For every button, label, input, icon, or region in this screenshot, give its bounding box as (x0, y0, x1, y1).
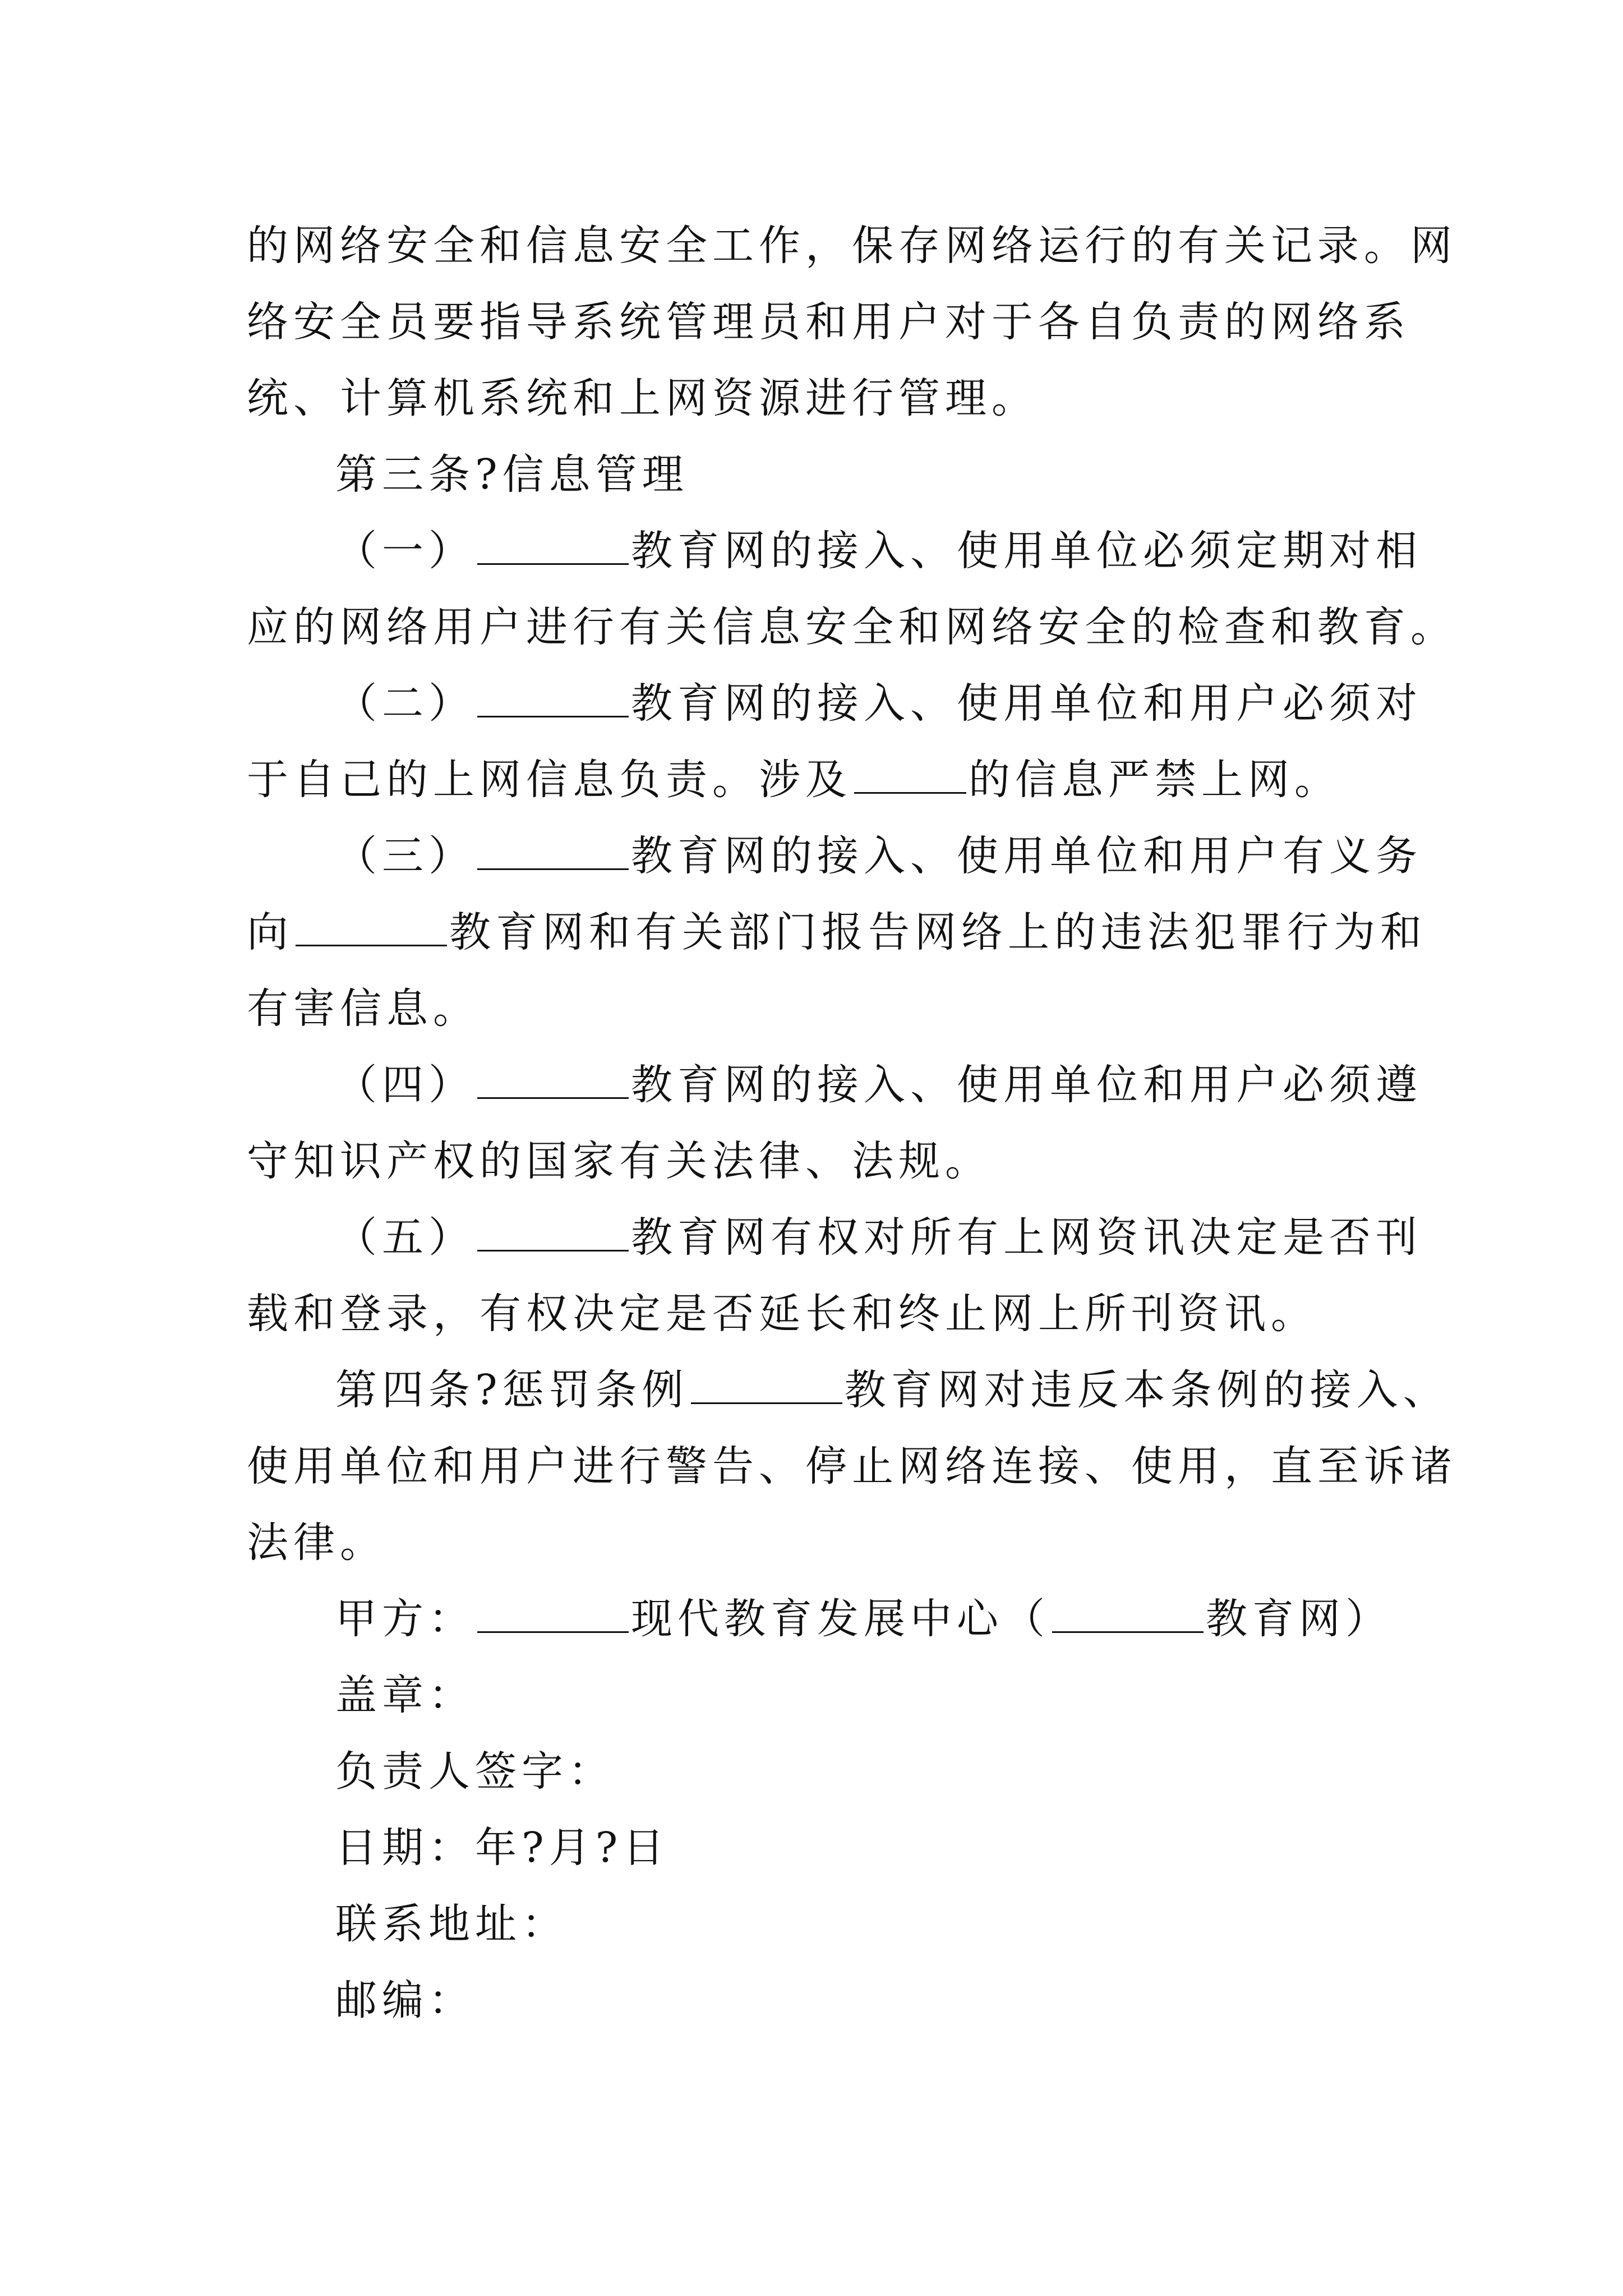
fill-in-blank (1052, 1596, 1204, 1633)
clause-5-line-2: 载和登录，有权决定是否延长和终止网上所刊资讯。 (247, 1290, 1317, 1338)
article-4-line-2: 使用单位和用户进行警告、停止网络连接、使用，直至诉诸 (247, 1442, 1457, 1490)
clause-3-line-3: 有害信息。 (247, 984, 479, 1033)
article-4-line-3: 法律。 (247, 1519, 386, 1567)
clause-5-line-1 (247, 1199, 1422, 1276)
clause-number: （一） (335, 527, 475, 575)
fill-in-blank (477, 528, 629, 565)
article-4-line-1 (247, 1352, 1450, 1428)
fill-in-blank (477, 681, 629, 717)
body-line: 络安全员要指导系统管理员和用户对于各自负责的网络系 (247, 298, 1410, 346)
clause-text: 的信息严禁上网。 (969, 756, 1341, 804)
fill-in-blank (477, 1215, 629, 1251)
address-field: 联系地址： (335, 1900, 568, 1948)
party-a-org-suffix: 教育网） (1206, 1595, 1392, 1643)
date-field: 日期：年?月?日 (335, 1824, 670, 1872)
clause-text: 教育网有权对所有上网资讯决定是否刊 (631, 1213, 1422, 1262)
clause-number: （二） (335, 679, 475, 728)
fill-in-blank (854, 757, 966, 794)
clause-text: 教育网的接入、使用单位必须定期对相 (631, 527, 1422, 575)
clause-text: 向 (247, 908, 293, 956)
clause-text: 教育网和有关部门报告网络上的违法犯罪行为和 (449, 908, 1427, 956)
body-line: 的网络安全和信息安全工作，保存网络运行的有关记录。网 (247, 222, 1457, 270)
clause-text: 于自己的上网信息负责。涉及 (247, 756, 852, 804)
party-a-label: 甲方： (335, 1595, 475, 1643)
body-line: 统、计算机系统和上网资源进行管理。 (247, 374, 1038, 422)
fill-in-blank (477, 1596, 629, 1633)
fill-in-blank (477, 1062, 629, 1099)
article-3-heading: 第三条?信息管理 (335, 450, 689, 499)
clause-3-line-2 (247, 894, 1427, 970)
clause-3-line-1 (247, 818, 1422, 894)
party-a-org: 现代教育发展中心（ (631, 1595, 1050, 1643)
postcode-field: 邮编： (335, 1976, 475, 2024)
clause-4-line-2: 守知识产权的国家有关法律、法规。 (247, 1137, 992, 1185)
clause-2-line-2 (247, 742, 1385, 818)
clause-1-line-2: 应的网络用户进行有关信息安全和网络安全的检查和教育。 (247, 603, 1457, 651)
clause-2-line-1 (247, 665, 1422, 742)
clause-number: （四） (335, 1061, 475, 1109)
clause-text: 教育网的接入、使用单位和用户有义务 (631, 832, 1422, 880)
clause-number: （五） (335, 1213, 475, 1262)
clause-text: 教育网的接入、使用单位和用户必须遵 (631, 1061, 1422, 1109)
seal-field: 盖章： (335, 1671, 475, 1719)
fill-in-blank (477, 834, 629, 870)
clause-4-line-1 (247, 1047, 1422, 1123)
fill-in-blank (296, 910, 447, 946)
clause-text: 教育网对违反本条例的接入、 (844, 1366, 1450, 1414)
clause-number: （三） (335, 832, 475, 880)
clause-text: 教育网的接入、使用单位和用户必须对 (631, 679, 1422, 728)
document-page (247, 208, 1457, 2039)
clause-1-line-1 (247, 513, 1422, 589)
article-4-heading: 第四条?惩罚条例 (335, 1366, 689, 1414)
party-a-line (247, 1581, 1392, 1657)
signer-field: 负责人签字： (335, 1747, 615, 1796)
fill-in-blank (691, 1368, 842, 1404)
